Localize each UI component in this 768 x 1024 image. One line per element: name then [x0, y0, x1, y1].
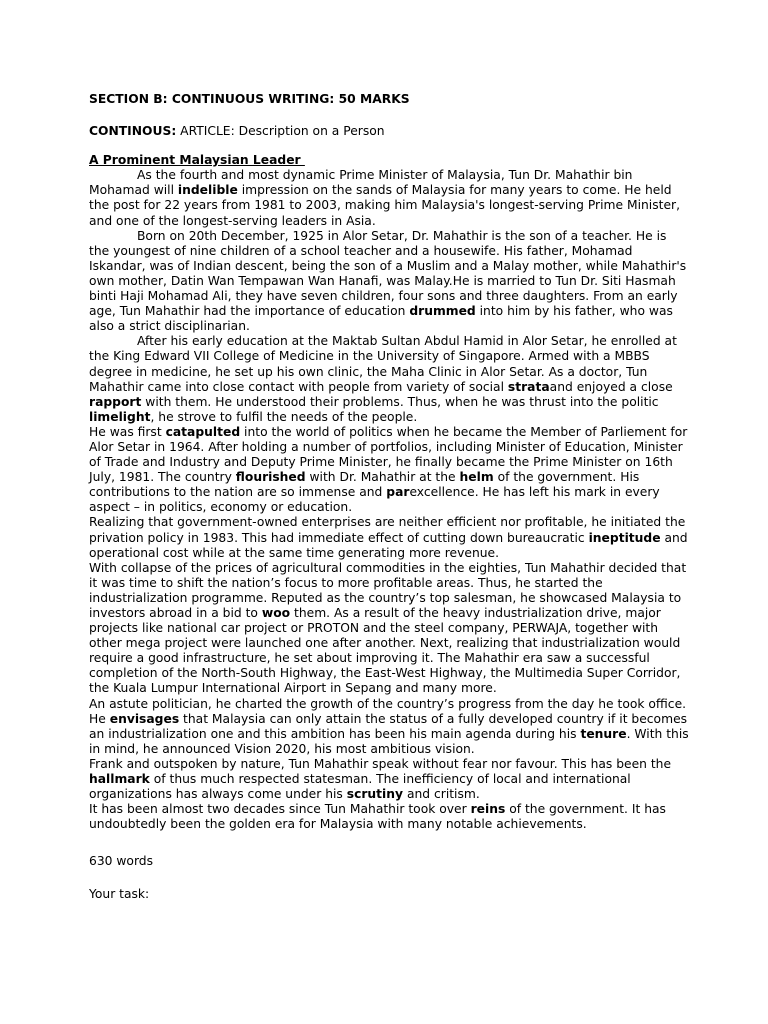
paragraph-text: of thus much respected statesman. The inefficiency of local and international organizations has always come under his: [89, 772, 631, 802]
paragraph-text: Born on 20th December, 1925 in Alor Setar, Dr. Mahathir is the son of a teacher. He is the youngest of nine children of a school teacher and a housewife. His father, Mohamad Iskandar, was of Indian descent, being the son of a Muslim and a Malay mother, while Mahathir's own mother, Datin Wan Tempawan Wan Hanafi, was Malay.He is married to Tun Dr. Siti Hasmah binti Haji Mohamad Ali, they have seven children, four sons and three daughters. From an early age, Tun Mahathir had the importance of education: [89, 228, 687, 319]
paragraph-text: . With this in mind, he announced Vision 2020, his most ambitious vision.: [89, 726, 689, 756]
article-paragraph: [89, 229, 689, 335]
vocabulary-word: indelible: [177, 183, 238, 198]
article-type-text: ARTICLE: Description on a Person: [176, 124, 385, 139]
article-title: A Prominent Malaysian Leader: [89, 153, 305, 168]
paragraph-text: and enjoyed a close: [549, 379, 673, 394]
paragraph-text: with Dr. Mahathir at the: [305, 470, 460, 485]
paragraph-text: impression on the sands of Malaysia for many years to come. He held the post for 22 years from 1981 to 2003, making him Malaysia's longest-serving Prime Minister, and one of the longest-serving leaders in Asia.: [89, 183, 680, 228]
vocabulary-word: tenure: [580, 726, 627, 741]
article-paragraph: [89, 168, 689, 228]
article-paragraph: [89, 697, 689, 757]
word-count: 630 words: [89, 854, 154, 869]
vocabulary-word: drummed: [409, 304, 476, 319]
article-paragraph: [89, 561, 689, 697]
vocabulary-word: scrutiny: [346, 787, 404, 802]
article-type-line: [89, 124, 689, 139]
article-paragraph: [89, 515, 689, 560]
paragraph-text: After his early education at the Maktab Sultan Abdul Hamid in Alor Setar, he enrolled at the King Edward VII College of Medicine in the University of Singapore. Armed with a MBBS degree in medicine, he set up his own clinic, the Maha Clinic in Alor Setar. As a doctor, Tun Mahathir came into close contact with people from variety of social: [89, 334, 677, 394]
article-paragraph: [89, 802, 689, 832]
paragraph-text: , he strove to fulfil the needs of the people.: [150, 409, 418, 424]
vocabulary-word: reins: [470, 802, 506, 817]
paragraph-text: and critism.: [403, 787, 480, 802]
paragraph-text: excellence. He has left his mark in every aspect – in politics, economy or education.: [89, 485, 660, 515]
paragraph-text: and operational cost while at the same time generating more revenue.: [89, 530, 688, 560]
paragraph-text: with them. He understood their problems. Thus, when he was thrust into the politic: [141, 394, 659, 409]
document-page: [89, 92, 689, 902]
vocabulary-word: ineptitude: [588, 530, 661, 545]
paragraph-text: It has been almost two decades since Tun Mahathir took over: [89, 802, 471, 817]
vocabulary-word: envisages: [109, 711, 180, 726]
article-paragraph: [89, 334, 689, 425]
paragraph-text: of the government. It has undoubtedly been the golden era for Malaysia with many notable achievements.: [89, 802, 666, 832]
article-paragraph: [89, 425, 689, 516]
paragraph-text: of the government. His contributions to the nation are so immense and: [89, 470, 640, 500]
article-type-label: CONTINOUS:: [89, 124, 177, 139]
paragraph-text: Frank and outspoken by nature, Tun Mahathir speak without fear nor favour. This has been the: [89, 756, 672, 771]
vocabulary-word: helm: [459, 470, 494, 485]
paragraph-text: into the world of politics when he became the Member of Parliement for Alor Setar in 1964. After holding a number of portfolios, including Minister of Education, Minister of Trade and Industry and Deputy Prime Minister, he finally became the Prime Minister on 16th July, 1981. The country: [89, 424, 688, 485]
vocabulary-word: par: [386, 485, 410, 500]
article-paragraph: [89, 757, 689, 802]
paragraph-text: An astute politician, he charted the growth of the country’s progress from the day he took office. He: [89, 696, 687, 726]
paragraph-text: them. As a result of the heavy industrialization drive, major projects like national car project or PROTON and the steel company, PERWAJA, together with other mega project were launched one after another. Next, realizing that industrialization would require a good infrastructure, he set about improving it. The Mahathir era saw a successful completion of the North-South Highway, the East-West Highway, the Multimedia Super Corridor, the Kuala Lumpur International Airport in Sepang and many more.: [89, 606, 681, 696]
paragraph-text: With collapse of the prices of agricultural commodities in the eighties, Tun Mahathir decided that it was time to shift the nation’s focus to more profitable areas. Thus, he started the industrialization programme. Reputed as the country’s top salesman, he showcased Malaysia to investors abroad in a bid to: [89, 560, 687, 620]
vocabulary-word: strata: [507, 379, 550, 394]
vocabulary-word: limelight: [89, 409, 151, 424]
vocabulary-word: rapport: [89, 394, 142, 409]
paragraph-text: into him by his father, who was also a strict disciplinarian.: [89, 304, 673, 334]
vocabulary-word: woo: [261, 606, 291, 620]
article-body: [89, 168, 689, 832]
vocabulary-word: catapulted: [165, 424, 241, 439]
task-label: Your task:: [89, 886, 150, 901]
vocabulary-word: flourished: [235, 470, 306, 485]
paragraph-text: As the fourth and most dynamic Prime Minister of Malaysia, Tun Dr. Mahathir bin Mohamad will: [89, 168, 633, 198]
section-heading: SECTION B: CONTINUOUS WRITING: 50 MARKS: [89, 92, 410, 106]
paragraph-text: Realizing that government-owned enterprises are neither efficient nor profitable, he initiated the privation policy in 1983. This had immediate effect of cutting down bureaucratic: [89, 515, 686, 545]
paragraph-text: He was first: [89, 424, 166, 439]
paragraph-text: that Malaysia can only attain the status of a fully developed country if it becomes an industrialization one and this ambition has been his main agenda during his: [89, 711, 688, 741]
vocabulary-word: hallmark: [89, 772, 150, 787]
